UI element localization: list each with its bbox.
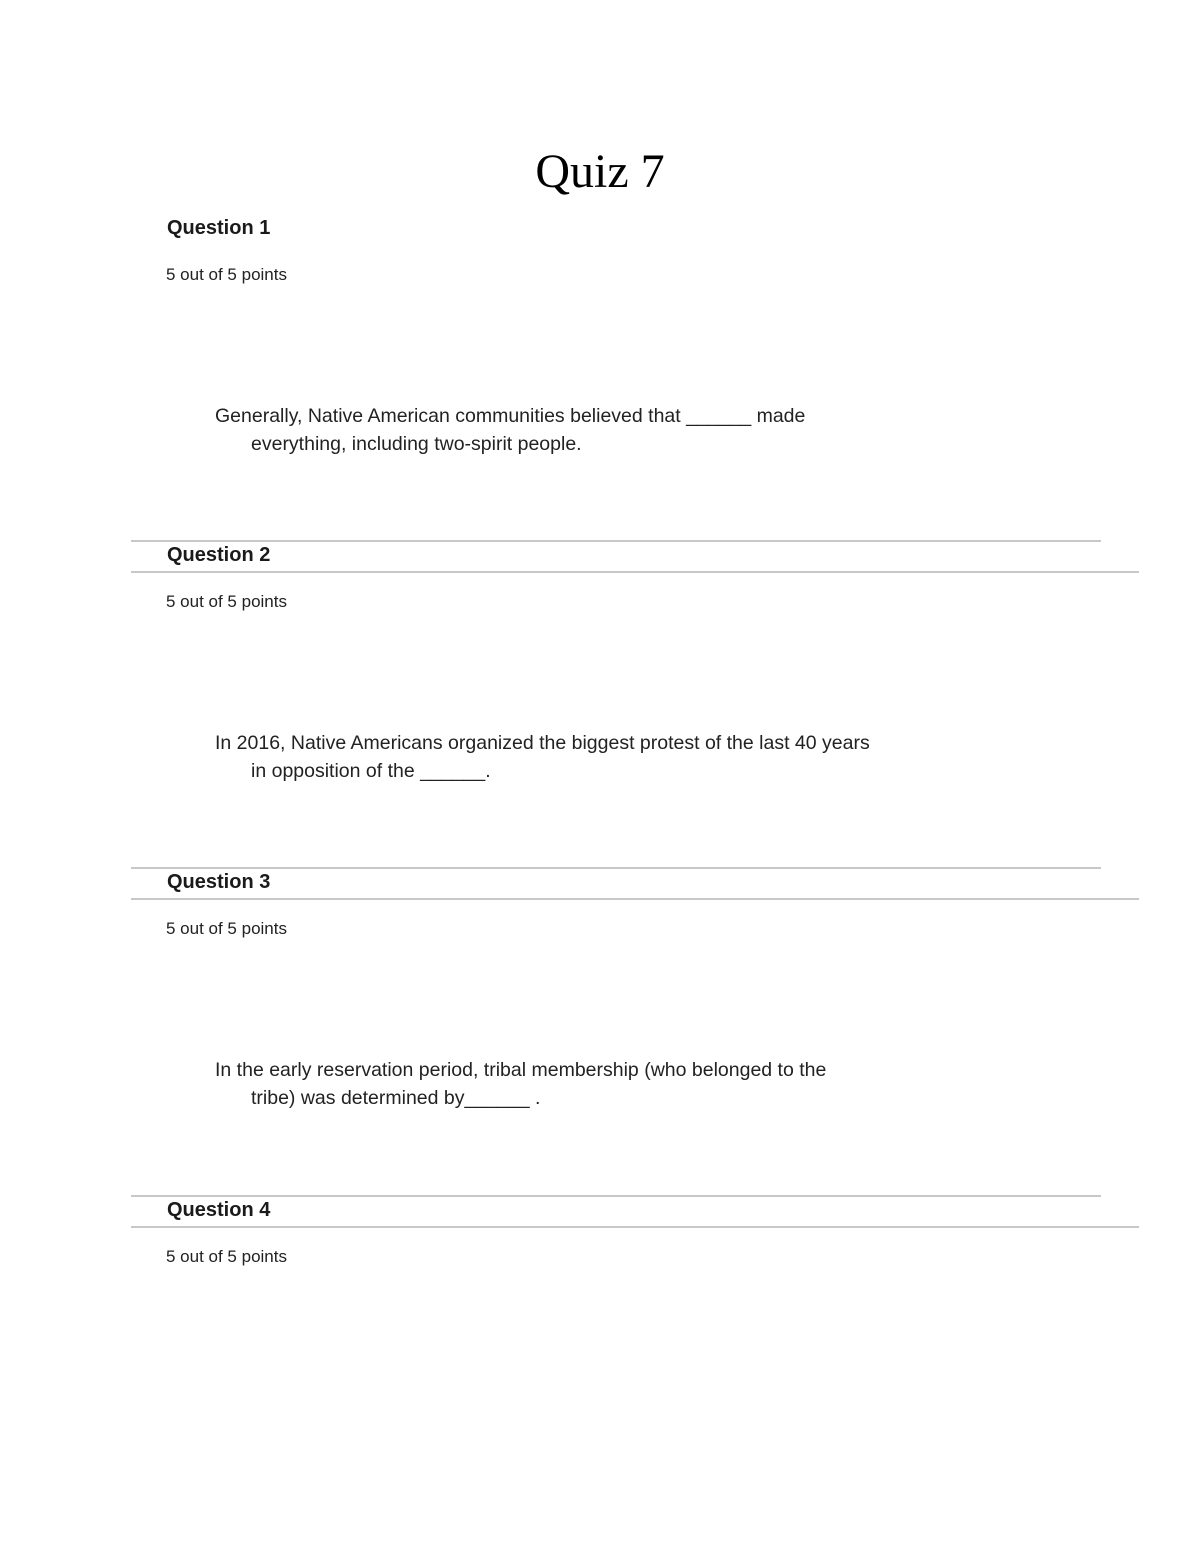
divider — [131, 867, 1101, 869]
question-text-line: In 2016, Native Americans organized the biggest protest of the last 40 years — [215, 732, 870, 754]
question-text-line: tribe) was determined by______ . — [251, 1087, 541, 1109]
question-text-line: everything, including two-spirit people. — [251, 433, 582, 455]
question-heading: Question 2 — [167, 544, 271, 566]
question-text-line: In the early reservation period, tribal membership (who belonged to the — [215, 1059, 827, 1081]
question-heading: Question 3 — [167, 871, 271, 893]
question-4 — [0, 1198, 1200, 1525]
question-text — [215, 402, 907, 458]
page-title: Quiz 7 — [535, 145, 665, 198]
question-text-line: in opposition of the ______. — [251, 760, 491, 782]
divider — [131, 540, 1101, 542]
question-heading: Question 1 — [167, 217, 271, 239]
question-2 — [0, 543, 1200, 870]
question-text — [215, 1056, 907, 1112]
question-points: 5 out of 5 points — [166, 265, 287, 284]
divider — [131, 1195, 1101, 1197]
question-points: 5 out of 5 points — [166, 1247, 287, 1266]
question-3 — [0, 870, 1200, 1197]
question-heading: Question 4 — [167, 1199, 271, 1221]
divider — [131, 1226, 1139, 1228]
question-points: 5 out of 5 points — [166, 919, 287, 938]
question-text — [215, 729, 907, 785]
question-text-line: Generally, Native American communities believed that ______ made — [215, 405, 806, 427]
divider — [131, 571, 1139, 573]
divider — [131, 898, 1139, 900]
question-1 — [0, 216, 1200, 543]
question-points: 5 out of 5 points — [166, 592, 287, 611]
